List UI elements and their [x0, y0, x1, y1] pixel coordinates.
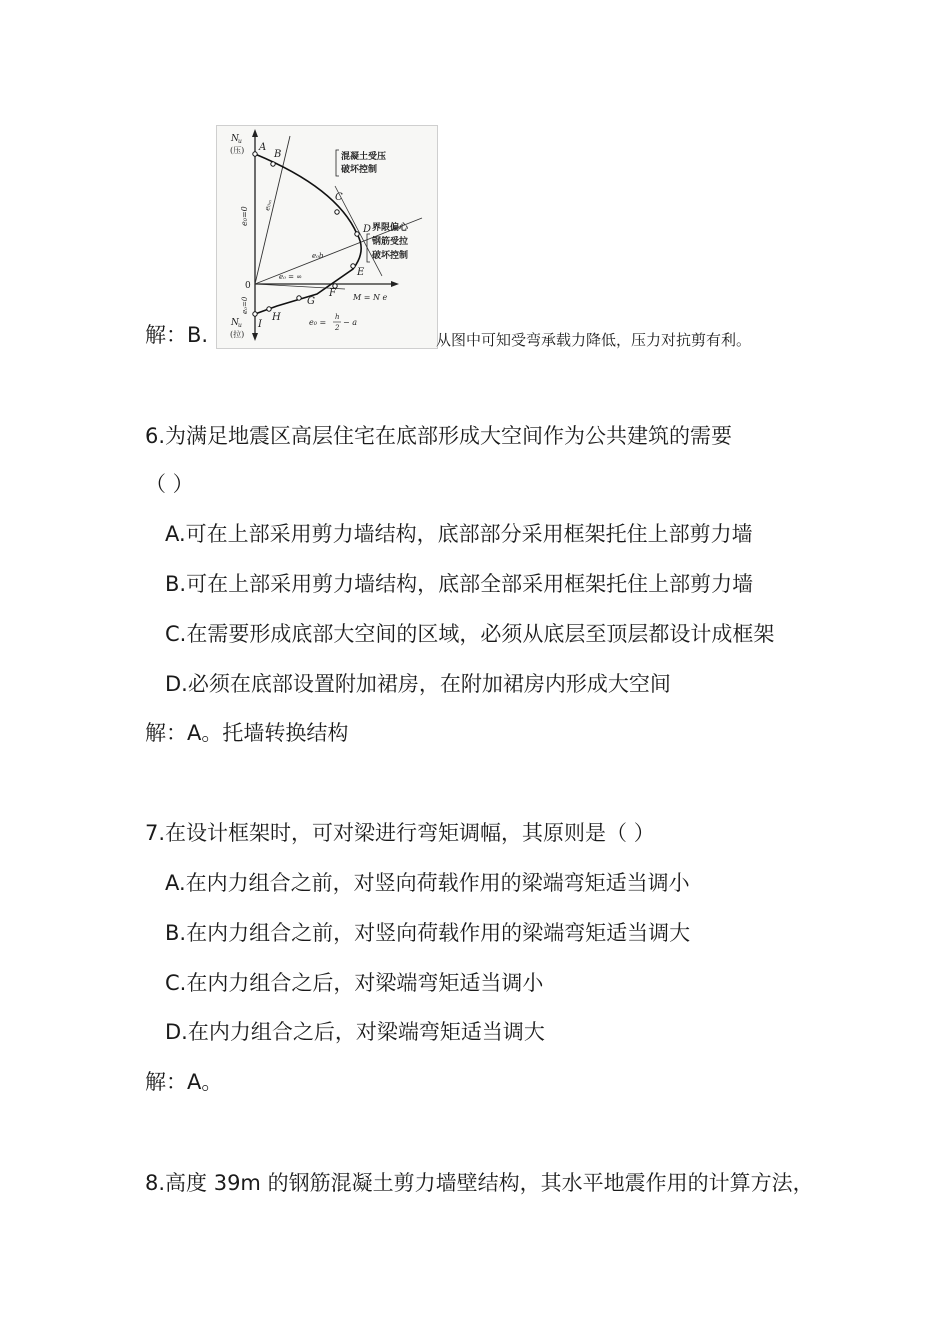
e0-infinity-label: e₀ = ∞ — [279, 273, 303, 281]
point-label: A — [259, 142, 267, 153]
note-tension-1: 钢筋受拉 — [372, 237, 409, 247]
point-label: E — [357, 267, 365, 278]
q7-option-c: C.在内力组合之后，对梁端弯矩适当调小 — [165, 971, 544, 995]
axis-top-label: N — [231, 134, 239, 144]
q6-option-b: B.可在上部采用剪力墙结构，底部全部采用框架托住上部剪力墙 — [165, 572, 754, 596]
q6-option-c: C.在需要形成底部大空间的区域，必须从底层至顶层都设计成框架 — [165, 622, 775, 646]
svg-text:h: h — [335, 313, 340, 321]
svg-text:u: u — [238, 138, 242, 145]
point-label: D — [363, 224, 372, 235]
x-axis-label: M = N e — [353, 293, 388, 302]
interaction-diagram-figure — [216, 125, 438, 349]
point-label: H — [272, 312, 281, 323]
note-compression-1: 混凝土受压 — [341, 152, 387, 162]
q5-answer-note: 从图中可知受弯承载力降低，压力对抗剪有利。 — [436, 331, 752, 349]
q7-option-a: A.在内力组合之前，对竖向荷载作用的梁端弯矩适当调小 — [165, 871, 690, 895]
e0-zero-bottom: e₀=0 — [241, 296, 249, 314]
bottom-formula-lhs: e₀ = — [309, 318, 327, 327]
q7-answer: 解：A。 — [145, 1070, 223, 1094]
note-tension-2: 破坏控制 — [372, 251, 409, 261]
point-label: G — [307, 296, 315, 307]
q6-question: 6.为满足地震区高层住宅在底部形成大空间作为公共建筑的需要 — [145, 424, 733, 448]
point-label: F — [329, 288, 336, 299]
note-boundary: 界限偏心 — [372, 223, 409, 233]
q5-answer-prefix: 解：B. — [145, 323, 209, 347]
note-compression-2: 破坏控制 — [341, 165, 378, 175]
svg-text:2: 2 — [335, 324, 340, 332]
point-label: C — [335, 192, 343, 203]
q6-blank: （ ） — [145, 472, 194, 496]
interaction-diagram-svg — [217, 126, 437, 348]
axis-bottom-tag: (拉) — [230, 330, 245, 339]
point-label: B — [274, 149, 282, 160]
ray-label-1: e₀ₘ — [263, 198, 274, 212]
q7-option-d: D.在内力组合之后，对梁端弯矩适当调大 — [165, 1020, 545, 1044]
q7-option-b: B.在内力组合之前，对竖向荷载作用的梁端弯矩适当调大 — [165, 921, 691, 945]
point-label: I — [258, 319, 262, 330]
q8-question: 8.高度 39m 的钢筋混凝土剪力墙壁结构，其水平地震作用的计算方法， — [145, 1171, 814, 1195]
ray-label-2: e₀b — [312, 252, 324, 260]
svg-text:u: u — [238, 322, 242, 329]
q7-question: 7.在设计框架时，可对梁进行弯矩调幅，其原则是（ ） — [145, 821, 655, 845]
q6-option-d: D.必须在底部设置附加裙房，在附加裙房内形成大空间 — [165, 672, 671, 696]
svg-text:− a: − a — [343, 318, 358, 327]
origin-label: 0 — [245, 281, 251, 291]
e0-zero-top: e₀=0 — [240, 206, 249, 226]
q6-answer: 解：A。托墙转换结构 — [145, 721, 349, 745]
axis-top-tag: (压) — [230, 146, 245, 155]
axis-bottom-label: N — [231, 318, 239, 328]
q6-option-a: A.可在上部采用剪力墙结构，底部部分采用框架托住上部剪力墙 — [165, 522, 753, 546]
